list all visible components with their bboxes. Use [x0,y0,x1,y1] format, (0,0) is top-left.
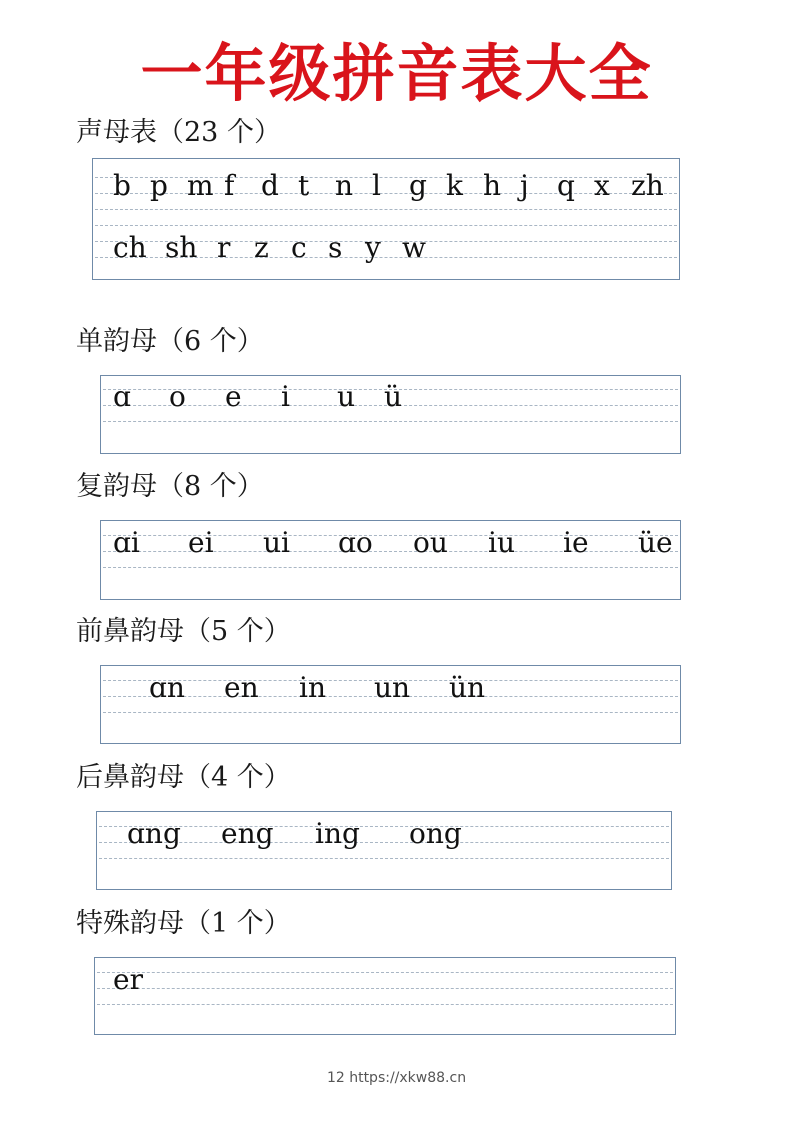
section-heading-compound-finals: 复韵母（8 个） [76,471,264,502]
pinyin-item: zh [631,169,664,202]
pinyin-item: g [409,169,427,202]
pinyin-item: ie [563,526,589,559]
pinyin-item: r [217,231,231,264]
section-heading-back-nasal-finals: 后鼻韵母（4 个） [76,762,291,793]
compound-finals-box [100,520,681,600]
pinyin-item: w [402,231,426,264]
pinyin-item: iu [488,526,515,559]
initials-row-1 [113,169,679,202]
back-nasal-finals-box [96,811,672,890]
pinyin-item: z [254,231,269,264]
pinyin-item: y [365,231,381,264]
pinyin-item: ɑng [127,817,181,850]
pinyin-item: ong [409,817,462,850]
pinyin-item: ɑ [113,380,131,413]
pinyin-item: m [187,169,214,202]
pinyin-item: un [374,671,411,704]
front-nasal-finals-box [100,665,681,744]
pinyin-item: n [335,169,354,202]
special-finals-box [94,957,676,1035]
special-finals-row [113,963,675,996]
pinyin-item: ch [113,231,147,264]
pinyin-item: k [446,169,463,202]
pinyin-item: l [372,169,381,202]
page-title: 一年级拼音表大全 [140,37,653,110]
pinyin-item: sh [165,231,198,264]
simple-finals-row [113,380,680,413]
initials-box [92,158,680,280]
guide-line [103,421,678,422]
pinyin-item: o [169,380,186,413]
compound-finals-row [113,526,680,559]
back-nasal-finals-row [127,817,671,850]
pinyin-item: ui [263,526,290,559]
pinyin-item: er [113,963,143,996]
pinyin-item: p [150,169,168,202]
pinyin-item: u [337,380,356,413]
pinyin-item: ou [413,526,448,559]
front-nasal-finals-row [149,671,680,704]
pinyin-item: c [291,231,307,264]
pinyin-item: en [224,671,259,704]
pinyin-item: ei [188,526,214,559]
guide-line [97,1004,673,1005]
pinyin-item: f [224,169,235,202]
pinyin-item: üe [638,526,673,559]
pinyin-item: j [520,169,529,202]
pinyin-item: in [299,671,326,704]
pinyin-item: h [483,169,502,202]
guide-line [103,712,678,713]
section-heading-special-finals: 特殊韵母（1 个） [76,908,291,939]
section-heading-initials: 声母表（23 个） [76,117,281,148]
pinyin-item: i [281,380,290,413]
pinyin-item: ɑn [149,671,185,704]
pinyin-item: eng [221,817,274,850]
pinyin-item: ing [315,817,360,850]
guide-line [95,225,677,226]
pinyin-item: ü [384,380,403,413]
pinyin-item: x [594,169,610,202]
guide-line [95,209,677,210]
pinyin-item: ün [449,671,486,704]
pinyin-item: e [225,380,242,413]
guide-line [103,567,678,568]
section-heading-simple-finals: 单韵母（6 个） [76,326,264,357]
simple-finals-box [100,375,681,454]
pinyin-item: ɑo [338,526,373,559]
pinyin-item: t [298,169,310,202]
section-heading-front-nasal-finals: 前鼻韵母（5 个） [76,616,291,647]
pinyin-item: s [328,231,343,264]
page-footer: 12 https://xkw88.cn [326,1070,467,1086]
guide-line [99,858,669,859]
pinyin-item: b [113,169,131,202]
pinyin-item: d [261,169,279,202]
initials-row-2 [113,231,679,264]
pinyin-item: ɑi [113,526,140,559]
pinyin-item: q [557,169,575,202]
